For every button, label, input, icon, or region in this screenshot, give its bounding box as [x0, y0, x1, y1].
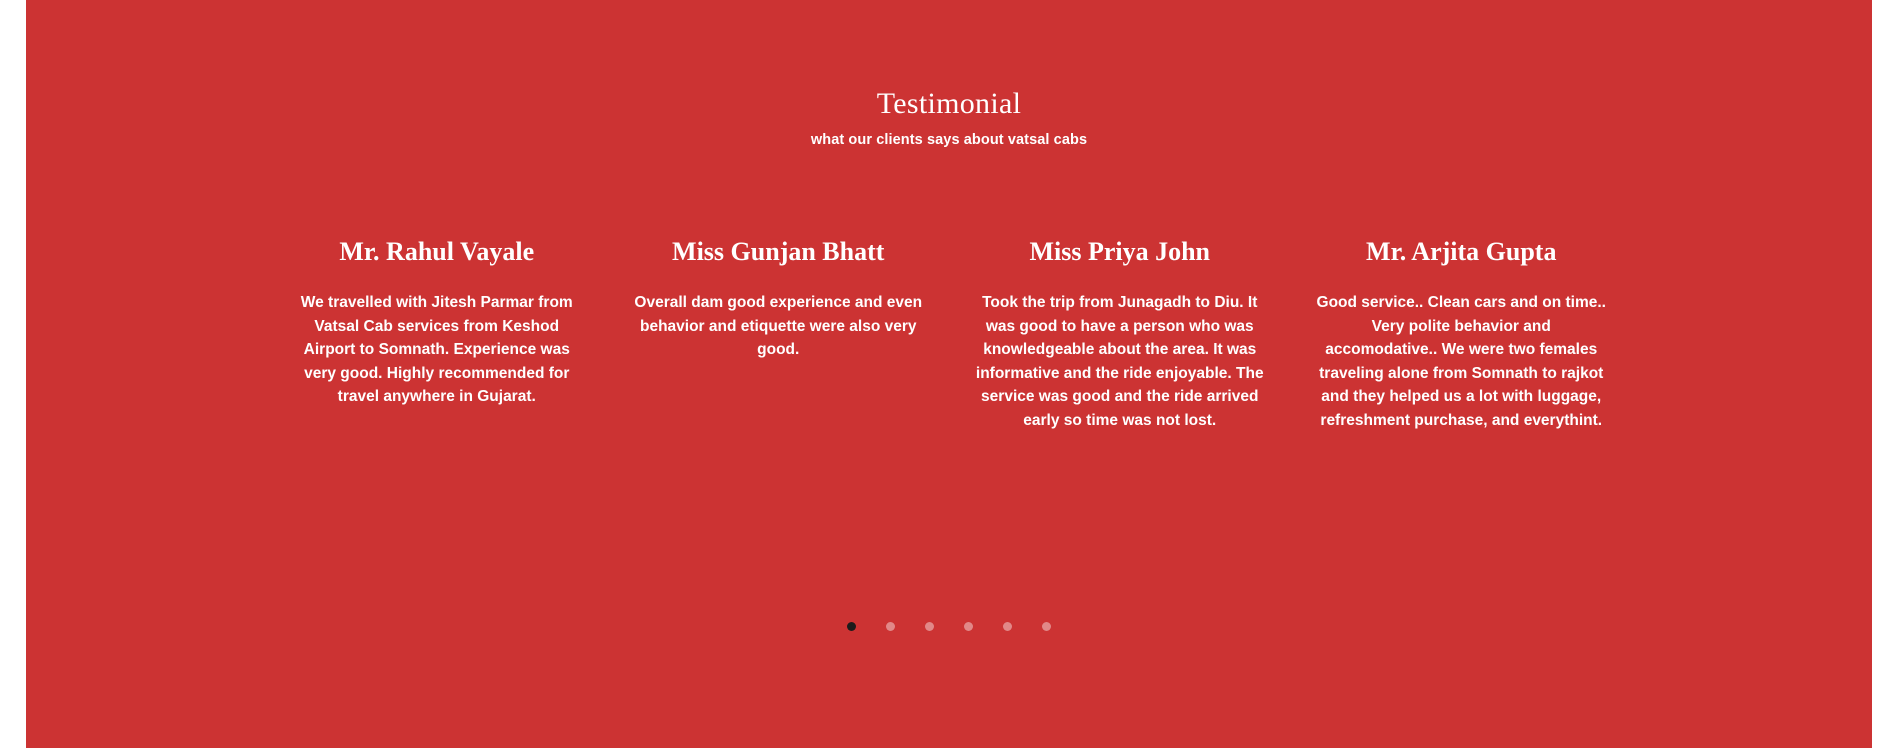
testimonial-text: Good service.. Clean cars and on time.. Very polite behavior and accomodative.. We were two females traveling alone from Somnath to rajkot and they helped us a lot with luggage, refreshment purchase, and everythint.	[1316, 294, 1606, 429]
testimonial-author-name: Mr. Arjita Gupta	[1366, 237, 1557, 266]
carousel-pagination[interactable]	[26, 622, 1872, 631]
testimonial-section	[26, 0, 1872, 748]
list-item	[608, 236, 950, 362]
carousel-dot-5[interactable]	[1003, 622, 1012, 631]
carousel-dot-1[interactable]	[847, 622, 856, 631]
carousel-dot-6[interactable]	[1042, 622, 1051, 631]
page-title: Testimonial	[876, 87, 1022, 120]
carousel-dot-2[interactable]	[886, 622, 895, 631]
list-item	[949, 236, 1291, 432]
section-subtitle: what our clients says about vatsal cabs	[810, 132, 1088, 148]
testimonial-text: We travelled with Jitesh Parmar from Vatsal Cab services from Keshod Airport to Somnath. Experience was very good. Highly recommended for travel anywhere in Gujarat.	[300, 294, 573, 406]
section-header	[26, 0, 1872, 148]
testimonial-text: Overall dam good experience and even behavior and etiquette were also very good.	[634, 294, 923, 359]
testimonial-list	[26, 236, 1872, 432]
list-item	[1291, 236, 1633, 432]
carousel-dot-4[interactable]	[964, 622, 973, 631]
testimonial-author-name: Miss Priya John	[1029, 237, 1211, 266]
testimonial-author-name: Miss Gunjan Bhatt	[672, 237, 885, 266]
carousel-dot-3[interactable]	[925, 622, 934, 631]
list-item	[266, 236, 608, 409]
testimonial-author-name: Mr. Rahul Vayale	[339, 237, 535, 266]
testimonial-text: Took the trip from Junagadh to Diu. It was good to have a person who was knowledgeable about the area. It was informative and the ride enjoyable. The service was good and the ride arrived early so time was not lost.	[975, 294, 1264, 429]
